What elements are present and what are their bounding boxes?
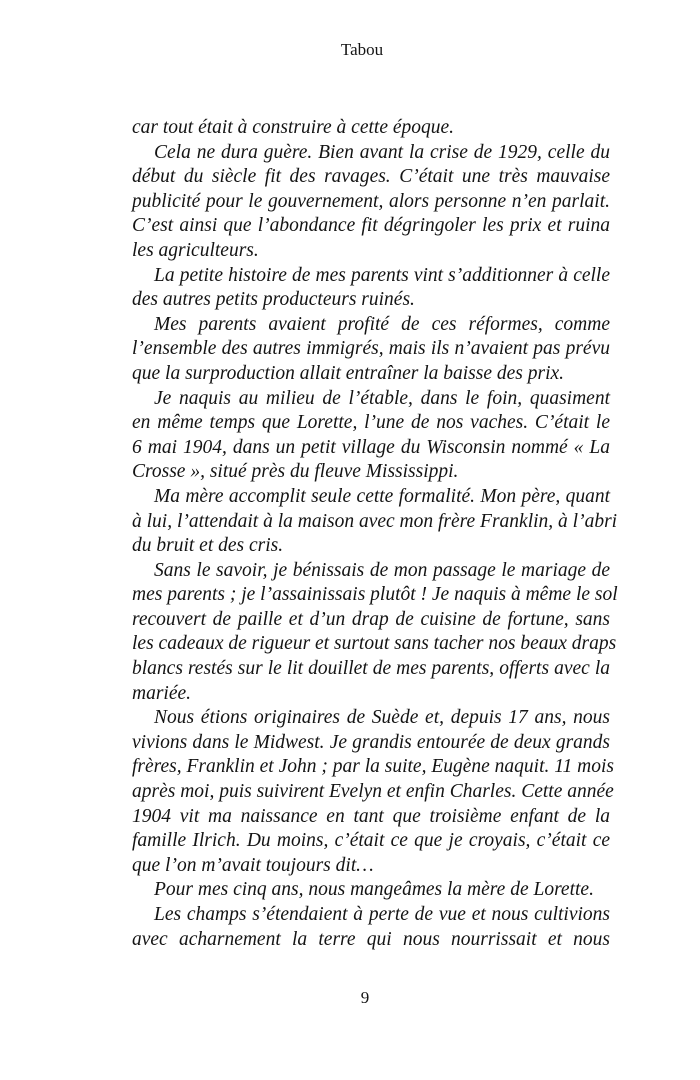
paragraph [132,878,610,903]
text-line: Pour mes cinq ans, nous mangeâmes la mère de Lorette. [154,879,594,901]
paragraph [132,706,615,878]
paragraph [132,264,610,313]
text-line: Sans le savoir, je bénissais de mon passage le mariage de [154,559,610,581]
text-line: après moi, puis suivirent Evelyn et enfin Charles. Cette année [132,781,614,803]
page-number: 9 [360,988,370,1007]
paragraph [132,559,618,707]
running-head: Tabou [340,40,384,59]
text-line: Mes parents avaient profité de ces réformes, comme [154,313,610,335]
text-line: à lui, l’attendait à la maison avec mon frère Franklin, à l’abri [132,510,618,532]
text-line: en même temps que Lorette, l’une de nos vaches. C’était le [132,412,610,434]
paragraph [132,313,610,387]
text-line: vivions dans le Midwest. Je grandis entourée de deux grands [132,731,610,753]
text-line: famille Ilrich. Du moins, c’était ce que je croyais, c’était ce [132,830,610,852]
text-line: les agriculteurs. [132,239,259,261]
text-line: frères, Franklin et John ; par la suite, Eugène naquit. 11 mois [132,756,615,778]
text-line: avec acharnement la terre qui nous nourrissait et nous [132,928,610,950]
text-line: que l’on m’avait toujours dit… [132,854,374,876]
text-line: mes parents ; je l’assainissais plutôt ! Je naquis à même le sol [132,584,618,606]
text-line: blancs restés sur le lit douillet de mes parents, offerts avec la [132,658,610,680]
text-line: Ma mère accomplit seule cette formalité. Mon père, quant [154,485,610,507]
paragraph [132,387,610,485]
text-line: Je naquis au milieu de l’étable, dans le foin, quasiment [154,387,610,409]
text-line: Nous étions originaires de Suède et, depuis 17 ans, nous [154,707,610,729]
text-line: des autres petits producteurs ruinés. [132,289,415,311]
text-line: début du siècle fit des ravages. C’était une très mauvaise [132,166,610,188]
text-line: 1904 vit ma naissance en tant que troisième enfant de la [132,805,610,827]
text-line: car tout était à construire à cette époque. [132,117,455,138]
text-line: La petite histoire de mes parents vint s’additionner à celle [154,264,610,286]
text-line: Les champs s’étendaient à perte de vue et nous cultivions [154,904,610,925]
text-line: l’ensemble des autres immigrés, mais ils n’avaient pas prévu [132,338,610,360]
text-line: les cadeaux de rigueur et surtout sans tacher nos beaux draps [132,633,617,655]
text-line: Crosse », situé près du fleuve Mississippi. [132,461,459,483]
paragraph [132,903,610,952]
paragraph [132,141,610,264]
paragraph [132,485,618,559]
text-line: recouvert de paille et d’un drap de cuisine de fortune, sans [132,608,610,630]
text-line: Cela ne dura guère. Bien avant la crise de 1929, celle du [154,141,610,163]
body-text [132,116,618,952]
text-line: 6 mai 1904, dans un petit village du Wisconsin nommé « La [132,436,610,458]
text-line: que la surproduction allait entraîner la baisse des prix. [132,362,565,384]
text-line: C’est ainsi que l’abondance fit dégringoler les prix et ruina [132,215,610,237]
paragraph [132,116,610,141]
text-line: du bruit et des cris. [132,535,284,557]
text-line: mariée. [132,682,192,704]
text-line: publicité pour le gouvernement, alors personne n’en parlait. [132,190,610,212]
